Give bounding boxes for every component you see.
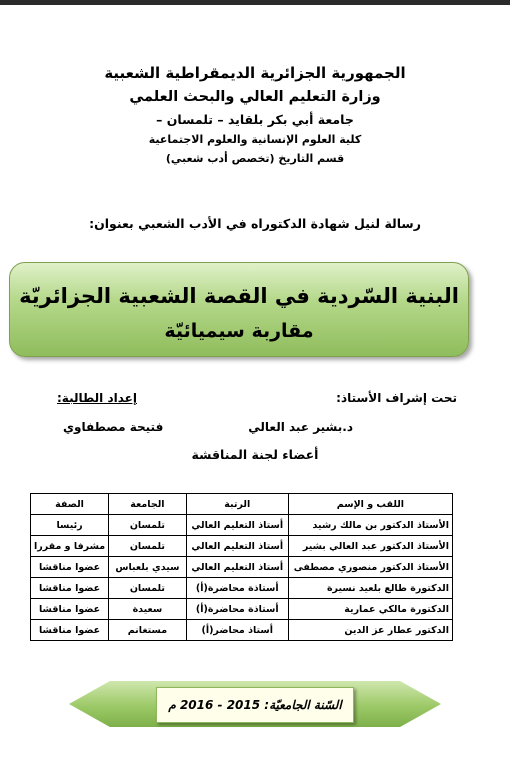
department-name: قسم التاريخ (تخصص أدب شعبي) — [165, 152, 345, 165]
university-name: جامعة أبي بكر بلقايد – تلمسان – — [156, 111, 354, 127]
member-university: مستغانم — [109, 620, 187, 641]
academic-year: السّنة الجامعيّة: 2015 - 2016 م — [168, 698, 342, 712]
member-rank: أستاذة محاضرة(أ) — [186, 599, 288, 620]
table-row — [31, 536, 453, 557]
committee-title: أعضاء لجنة المناقشة — [191, 447, 319, 462]
col-header-university: الجامعة — [109, 494, 187, 515]
member-rank: أستاذ التعليم العالي — [186, 515, 288, 536]
table-row — [31, 515, 453, 536]
member-role: مشرفا و مقررا — [31, 536, 109, 557]
academic-year-box — [156, 687, 354, 723]
col-header-role: الصفة — [31, 494, 109, 515]
member-role: عضوا مناقشا — [31, 557, 109, 578]
thesis-subtitle: مقاربة سيميائيّة — [164, 320, 314, 342]
thesis-intro: رسالة لنيل شهادة الدكتوراه في الأدب الشعبي بعنوان: — [89, 216, 421, 231]
col-header-rank: الرتبة — [186, 494, 288, 515]
member-name: الدكتورة طالع بلعيد نسيرة — [288, 578, 452, 599]
member-university: تلمسان — [109, 578, 187, 599]
supervisor-label: تحت إشراف الأستاذ: — [336, 391, 457, 405]
ministry-name: وزارة التعليم العالي والبحث العلمي — [129, 89, 381, 105]
member-rank: أستاذ التعليم العالي — [186, 536, 288, 557]
member-university: سيدي بلعباس — [109, 557, 187, 578]
prepared-by-label: إعداد الطالبة: — [57, 391, 137, 405]
title-box — [9, 262, 469, 357]
top-border-bar — [0, 0, 510, 5]
member-rank: أستاذ محاضر(أ) — [186, 620, 288, 641]
member-university: تلمسان — [109, 515, 187, 536]
member-university: سعيدة — [109, 599, 187, 620]
member-role: عضوا مناقشا — [31, 599, 109, 620]
col-header-name: اللقب و الإسم — [288, 494, 452, 515]
member-name: الدكتورة مالكي عمارية — [288, 599, 452, 620]
member-university: تلمسان — [109, 536, 187, 557]
member-name: الدكتور عطار عز الدين — [288, 620, 452, 641]
member-name: الأستاذ الدكتور منصوري مصطفى — [288, 557, 452, 578]
table-row — [31, 557, 453, 578]
member-role: عضوا مناقشا — [31, 578, 109, 599]
jury-table — [30, 493, 453, 641]
supervisor-name: د.بشير عبد العالي — [248, 420, 353, 434]
table-row — [31, 599, 453, 620]
member-rank: أستاذة محاضرة(أ) — [186, 578, 288, 599]
table-row — [31, 620, 453, 641]
member-name: الأستاذ الدكتور عبد العالي بشير — [288, 536, 452, 557]
faculty-name: كلية العلوم الإنسانية والعلوم الاجتماعية — [148, 133, 362, 146]
thesis-title: البنية السّردية في القصة الشعبية الجزائريّة — [19, 284, 459, 308]
jury-header-row — [31, 494, 453, 515]
table-row — [31, 578, 453, 599]
member-name: الأستاذ الدكتور بن مالك رشيد — [288, 515, 452, 536]
member-role: رئيسا — [31, 515, 109, 536]
republic-name: الجمهورية الجزائرية الديمقراطية الشعبية — [104, 64, 406, 82]
member-rank: أستاذ التعليم العالي — [186, 557, 288, 578]
student-name: فتيحة مصطفاوي — [63, 420, 164, 434]
member-role: عضوا مناقشا — [31, 620, 109, 641]
institution-header — [0, 66, 510, 164]
